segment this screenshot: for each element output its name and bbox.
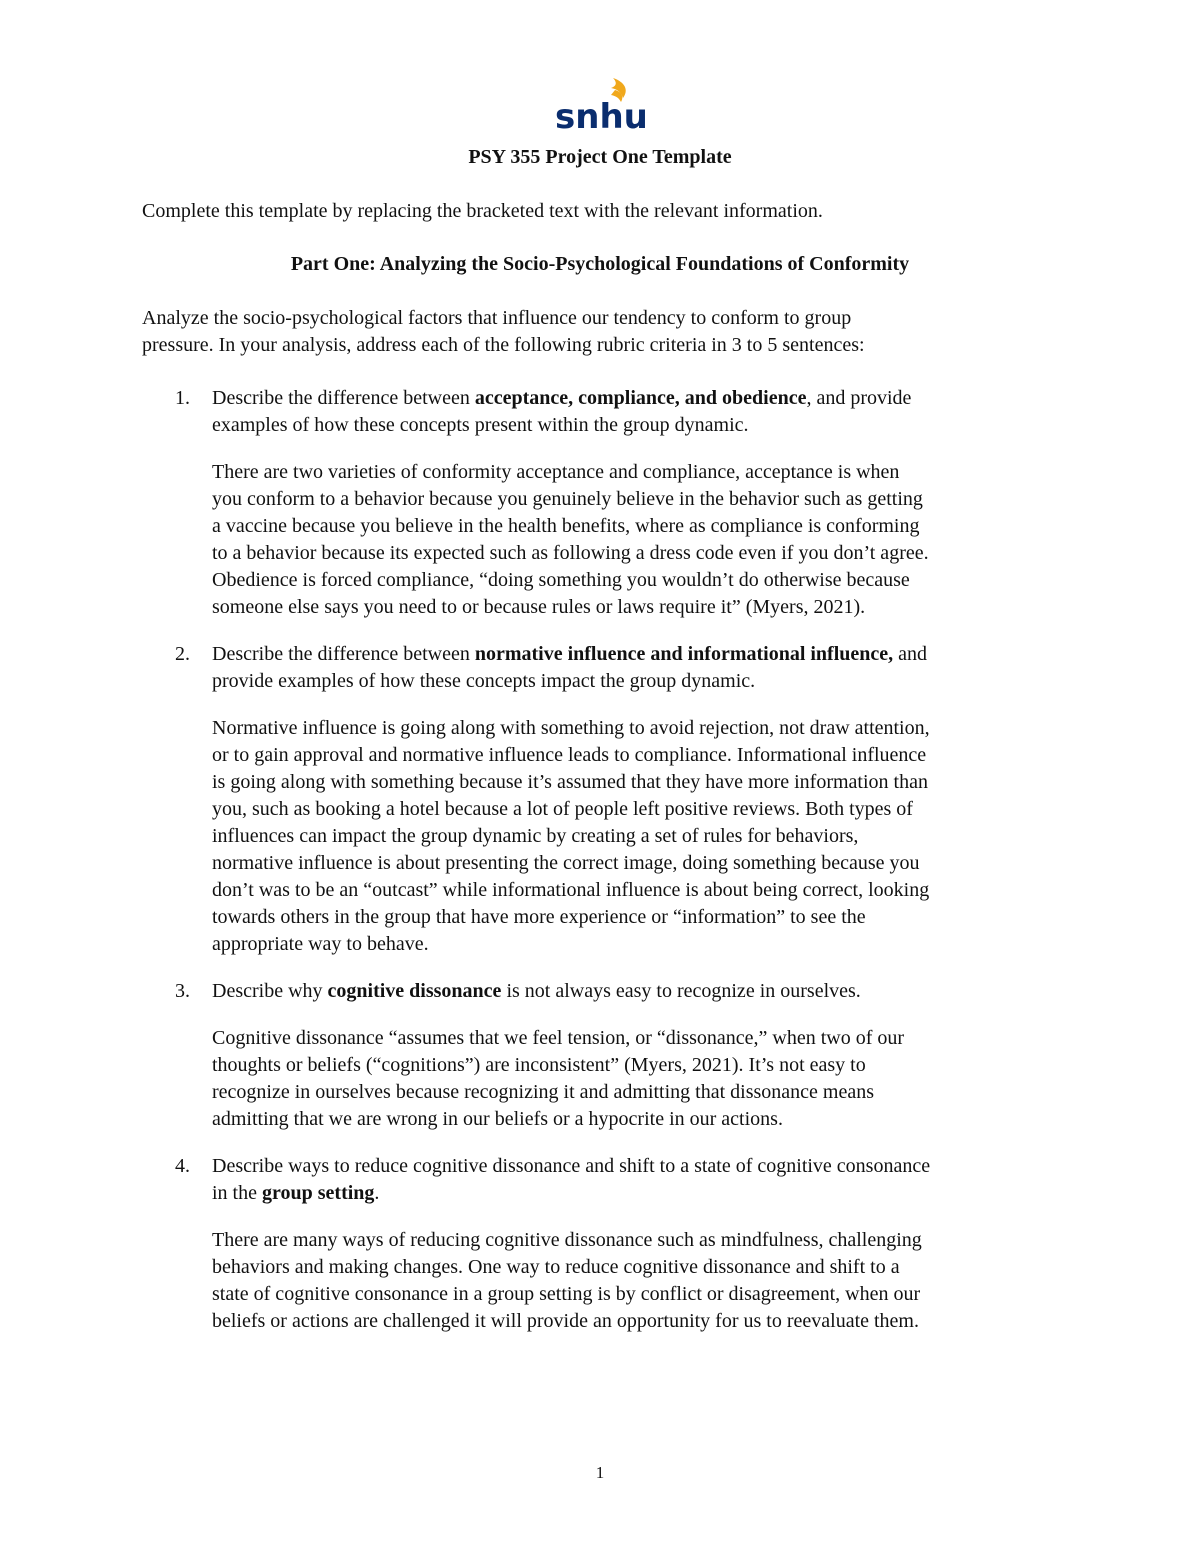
item-answer bbox=[212, 1227, 1072, 1335]
list-item-number: 2. bbox=[175, 643, 190, 665]
instructions-text: Complete this template by replacing the bracketed text with the relevant information. bbox=[142, 200, 823, 222]
answer-line: or to gain approval and normative influence leads to compliance. Informational influence bbox=[212, 744, 927, 766]
item-answer bbox=[212, 459, 1072, 621]
answer-line: don’t was to be an “outcast” while informational influence is about being correct, looking bbox=[212, 879, 930, 901]
prompt-line: Describe ways to reduce cognitive dissonance and shift to a state of cognitive consonance bbox=[212, 1155, 931, 1177]
answer-line: influences can impact the group dynamic by creating a set of rules for behaviors, bbox=[212, 825, 859, 847]
answer-line: There are two varieties of conformity acceptance and compliance, acceptance is when bbox=[212, 461, 900, 483]
list-item bbox=[142, 385, 1072, 621]
intro-line: pressure. In your analysis, address each of the following rubric criteria in 3 to 5 sentences: bbox=[142, 334, 865, 356]
answer-line: appropriate way to behave. bbox=[212, 933, 429, 955]
item-prompt bbox=[212, 978, 1072, 1005]
prompt-line: Describe the difference between normative influence and informational influence, and bbox=[212, 643, 928, 665]
answer-line: beliefs or actions are challenged it will provide an opportunity for us to reevaluate them. bbox=[212, 1310, 919, 1332]
prompt-line: Describe why cognitive dissonance is not always easy to recognize in ourselves. bbox=[212, 980, 861, 1002]
part-one-heading: Part One: Analyzing the Socio-Psychological Foundations of Conformity bbox=[290, 253, 910, 275]
snhu-logo-graphic bbox=[555, 76, 648, 137]
prompt-line: provide examples of how these concepts impact the group dynamic. bbox=[212, 670, 756, 692]
page-number: 1 bbox=[595, 1463, 605, 1482]
bold-term: group setting bbox=[262, 1182, 375, 1204]
logo-text: snhu bbox=[555, 97, 648, 137]
intro-line: Analyze the socio-psychological factors that influence our tendency to conform to group bbox=[142, 307, 852, 329]
answer-line: admitting that we are wrong in our beliefs or a hypocrite in our actions. bbox=[212, 1108, 783, 1130]
answer-line: normative influence is about presenting the correct image, doing something because you bbox=[212, 852, 920, 874]
answer-line: Obedience is forced compliance, “doing something you wouldn’t do otherwise because bbox=[212, 569, 910, 591]
item-answer bbox=[212, 715, 1072, 958]
answer-line: a vaccine because you believe in the health benefits, where as compliance is conforming bbox=[212, 515, 920, 537]
rubric-criteria-list bbox=[142, 385, 1072, 1335]
bold-term: cognitive dissonance bbox=[327, 980, 502, 1002]
item-prompt bbox=[212, 1153, 1072, 1207]
intro-paragraph bbox=[142, 305, 1062, 359]
answer-line: behaviors and making changes. One way to reduce cognitive dissonance and shift to a bbox=[212, 1256, 900, 1278]
answer-line: is going along with something because it’s assumed that they have more information than bbox=[212, 771, 928, 793]
list-item-number: 3. bbox=[175, 980, 190, 1002]
item-prompt bbox=[212, 641, 1072, 695]
answer-line: you, such as booking a hotel because a lot of people left positive reviews. Both types of bbox=[212, 798, 913, 820]
list-item-number: 1. bbox=[175, 387, 190, 409]
prompt-line: Describe the difference between acceptance, compliance, and obedience, and provide bbox=[212, 387, 912, 409]
prompt-line: examples of how these concepts present within the group dynamic. bbox=[212, 414, 749, 436]
answer-line: There are many ways of reducing cognitive dissonance such as mindfulness, challenging bbox=[212, 1229, 922, 1251]
bold-term: normative influence and informational influence, bbox=[474, 643, 894, 665]
document-title: PSY 355 Project One Template bbox=[468, 146, 732, 168]
answer-line: Normative influence is going along with something to avoid rejection, not draw attention, bbox=[212, 717, 930, 739]
answer-line: thoughts or beliefs (“cognitions”) are inconsistent” (Myers, 2021). It’s not easy to bbox=[212, 1054, 866, 1076]
bold-term: acceptance, compliance, and obedience bbox=[474, 387, 807, 409]
list-item bbox=[142, 641, 1072, 958]
snhu-logo bbox=[555, 76, 648, 137]
answer-line: you conform to a behavior because you genuinely believe in the behavior such as getting bbox=[212, 488, 923, 510]
answer-line: Cognitive dissonance “assumes that we feel tension, or “dissonance,” when two of our bbox=[212, 1027, 905, 1049]
prompt-line: in the group setting. bbox=[212, 1182, 380, 1204]
list-item bbox=[142, 1153, 1072, 1335]
answer-line: someone else says you need to or because rules or laws require it” (Myers, 2021). bbox=[212, 596, 866, 618]
answer-line: recognize in ourselves because recognizing it and admitting that dissonance means bbox=[212, 1081, 875, 1103]
list-item-number: 4. bbox=[175, 1155, 190, 1177]
list-item bbox=[142, 978, 1072, 1133]
answer-line: towards others in the group that have more experience or “information” to see the bbox=[212, 906, 866, 928]
answer-line: state of cognitive consonance in a group setting is by conflict or disagreement, when our bbox=[212, 1283, 921, 1305]
item-answer bbox=[212, 1025, 1072, 1133]
answer-line: to a behavior because its expected such as following a dress code even if you don’t agree. bbox=[212, 542, 929, 564]
item-prompt bbox=[212, 385, 1072, 439]
